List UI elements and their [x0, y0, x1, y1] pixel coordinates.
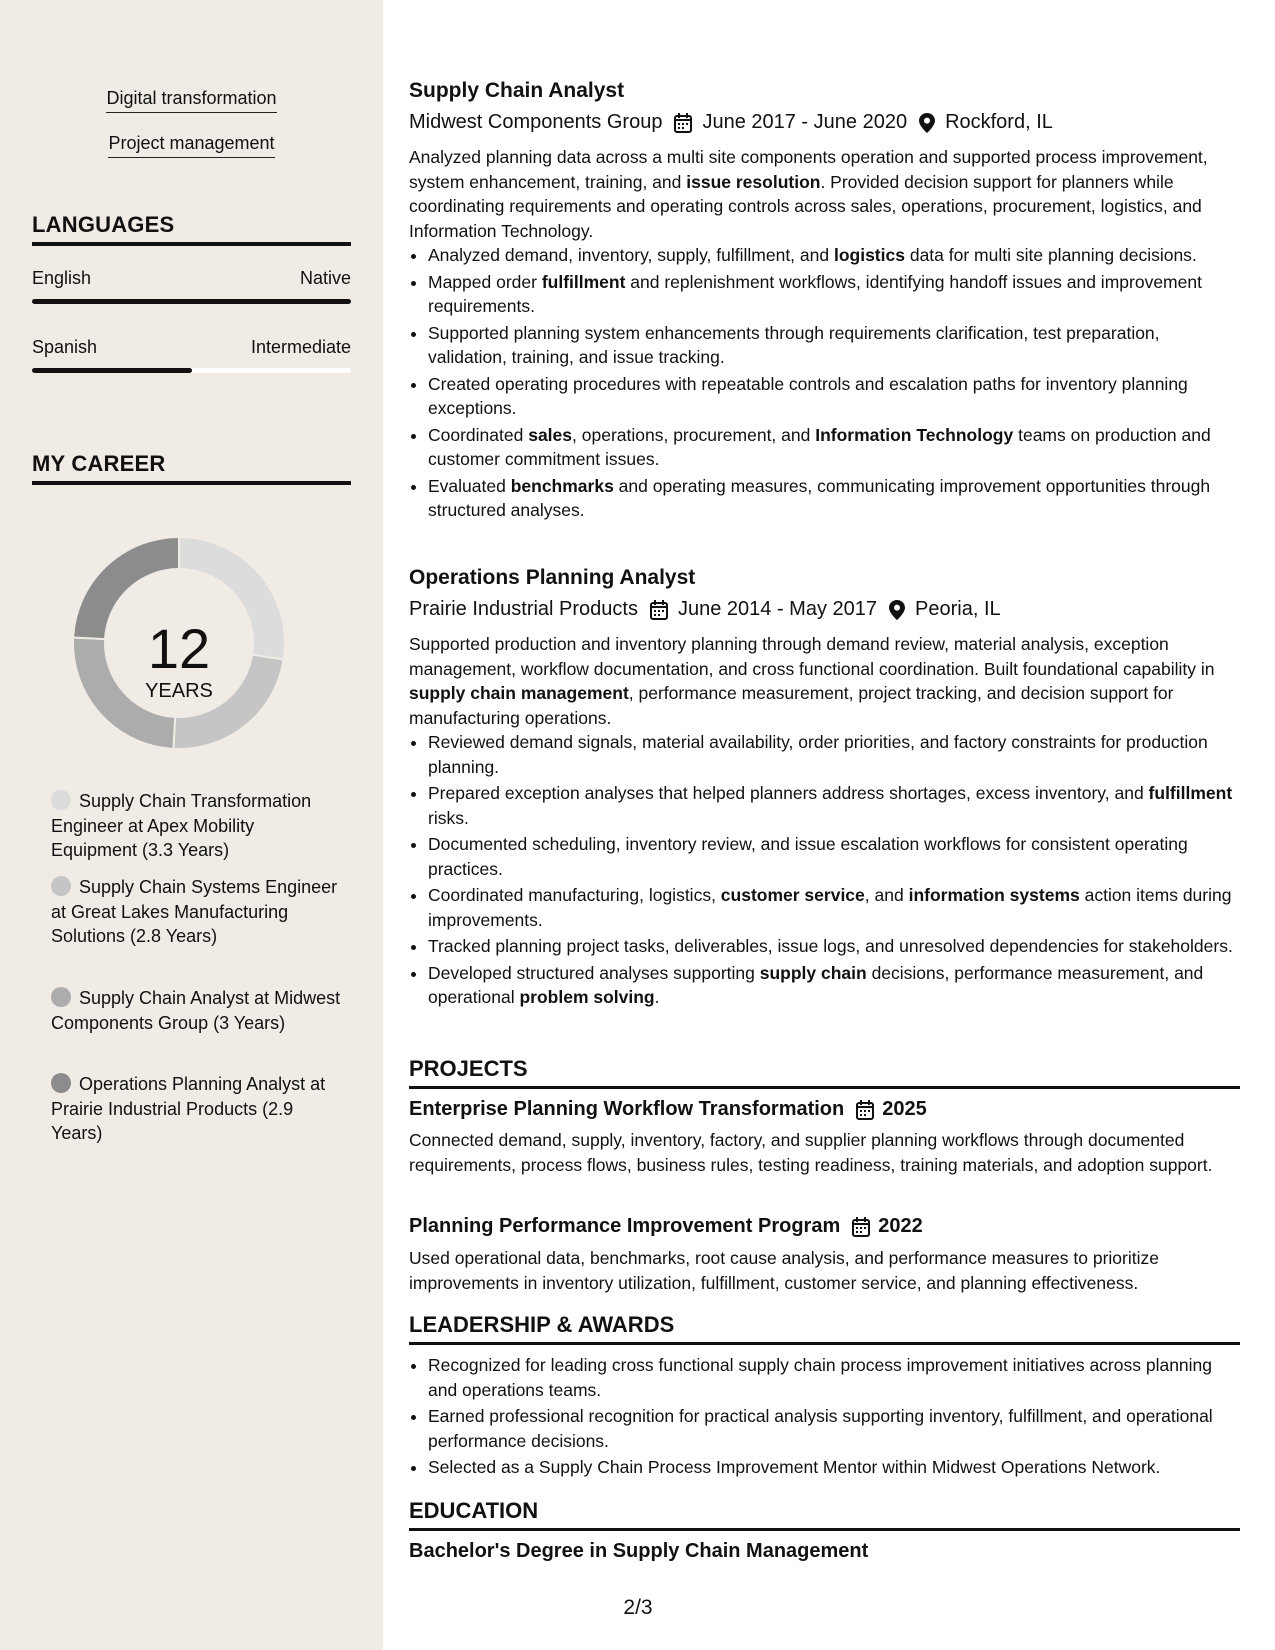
project-description: Connected demand, supply, inventory, factory, and supplier planning workflows through documented requirements, process flows, business rules, testing readiness, training materials, and adoption support.: [409, 1130, 1213, 1175]
education-degree: Bachelor's Degree in Supply Chain Management: [409, 1540, 869, 1562]
language-proficiency-fill: [32, 299, 351, 304]
bullet-item: • Analyzed demand, inventory, supply, fulfillment, and logistics data for multi site planning decisions.: [428, 243, 1233, 268]
page-number: 2/3: [623, 1596, 653, 1619]
languages-heading: LANGUAGES: [32, 212, 351, 246]
language-level: Intermediate: [250, 337, 351, 357]
bullet-item: • Coordinated sales, operations, procurement, and Information Technology teams on production and customer commitment issues.: [428, 423, 1233, 472]
project-year: 2022: [878, 1215, 923, 1237]
donut-unit: YEARS: [145, 680, 213, 702]
language-proficiency-fill: [32, 368, 192, 373]
skill-item: Digital transformation: [0, 88, 383, 113]
language-name: English: [32, 268, 92, 288]
bullet-item: • Documented scheduling, inventory review, and issue escalation workflows for consistent operating practices.: [428, 832, 1233, 881]
bullet-item: • Mapped order fulfillment and replenishment workflows, identifying handoff issues and improvement requirements.: [428, 270, 1233, 319]
job-meta: [409, 598, 1001, 621]
project-title-row: [409, 1215, 923, 1238]
bullet-item: • Coordinated manufacturing, logistics, customer service, and information systems action items during improvements.: [428, 883, 1233, 932]
career-legend-item: Operations Planning Analyst at Prairie Industrial Products (2.9 Years): [51, 1074, 326, 1143]
calendar-icon: [856, 1100, 874, 1120]
job-summary: Analyzed planning data across a multi site components operation and supported process improvement, system enhancement, training, and issue resolution. Provided decision support for planners while coordinating requirements and operating controls across sales, operations, procurement, logistics, and Information Technology.: [409, 147, 1208, 241]
job-title: Operations Planning Analyst: [409, 566, 696, 589]
job-dates: June 2014 - May 2017: [677, 598, 878, 620]
bullet-item: • Prepared exception analyses that helped planners address shortages, excess inventory, and fulfillment risks.: [428, 781, 1233, 830]
bullet-item: • Reviewed demand signals, material availability, order priorities, and factory constraints for production planning.: [428, 730, 1233, 779]
bullet-item: • Selected as a Supply Chain Process Improvement Mentor within Midwest Operations Network.: [428, 1455, 1233, 1480]
project-year: 2025: [882, 1098, 927, 1120]
calendar-icon: [674, 113, 692, 133]
skill-item: Project management: [0, 133, 383, 158]
language-name: Spanish: [32, 337, 98, 357]
leadership-bullets: [409, 1353, 1233, 1482]
sidebar: [0, 0, 383, 1650]
location-pin-icon: [919, 113, 935, 133]
bullet-item: • Recognized for leading cross functional supply chain process improvement initiatives across planning and operations teams.: [428, 1353, 1233, 1402]
calendar-icon: [650, 600, 668, 620]
job-location: Rockford, IL: [945, 111, 1053, 133]
bullet-item: • Tracked planning project tasks, deliverables, issue logs, and unresolved dependencies for stakeholders.: [428, 934, 1233, 959]
project-title: Planning Performance Improvement Program: [409, 1215, 841, 1237]
bullet-item: • Developed structured analyses supporting supply chain decisions, performance measurement, and operational problem solving.: [428, 961, 1233, 1010]
education-heading: EDUCATION: [409, 1498, 1240, 1531]
bullet-item: • Created operating procedures with repeatable controls and escalation paths for inventory planning exceptions.: [428, 372, 1233, 421]
job-bullets: [409, 730, 1233, 1012]
project-description: Used operational data, benchmarks, root cause analysis, and performance measures to prioritize improvements in inventory utilization, fulfillment, customer service, and planning effectiveness.: [409, 1248, 1159, 1293]
leadership-heading: LEADERSHIP & AWARDS: [409, 1312, 1240, 1345]
location-pin-icon: [889, 600, 905, 620]
job-title: Supply Chain Analyst: [409, 79, 625, 102]
career-legend-item: Supply Chain Analyst at Midwest Components Group (3 Years): [51, 988, 341, 1033]
calendar-icon: [852, 1217, 870, 1237]
language-proficiency-bar: [32, 368, 351, 373]
legend-dot: [51, 987, 71, 1007]
projects-heading: PROJECTS: [409, 1056, 1240, 1089]
job-dates: June 2017 - June 2020: [702, 111, 908, 133]
language-level: Native: [299, 268, 351, 288]
bullet-item: • Supported planning system enhancements through requirements clarification, test preparation, validation, training, and issue tracking.: [428, 321, 1233, 370]
job-bullets: [409, 243, 1233, 525]
language-proficiency-bar: [32, 299, 351, 304]
career-legend-item: Supply Chain Systems Engineer at Great Lakes Manufacturing Solutions (2.8 Years): [51, 877, 338, 946]
language-row: [32, 337, 351, 358]
career-legend-item: Supply Chain Transformation Engineer at Apex Mobility Equipment (3.3 Years): [51, 791, 312, 860]
bullet-item: • Earned professional recognition for practical analysis supporting inventory, fulfillment, and operational performance decisions.: [428, 1404, 1233, 1453]
language-row: [32, 268, 351, 289]
legend-dot: [51, 876, 71, 896]
job-summary: Supported production and inventory planning through demand review, material analysis, exception management, workflow documentation, and cross functional coordination. Built foundational capability in supply chain management, performance measurement, project tracking, and decision support for manufacturing operations.: [409, 634, 1215, 728]
job-location: Peoria, IL: [915, 598, 1001, 620]
job-meta: [409, 111, 1053, 134]
career-donut-chart: [66, 530, 292, 756]
legend-dot: [51, 790, 71, 810]
bullet-item: • Evaluated benchmarks and operating measures, communicating improvement opportunities through structured analyses.: [428, 474, 1233, 523]
company-name: Midwest Components Group: [409, 111, 663, 133]
project-title: Enterprise Planning Workflow Transformation: [409, 1098, 845, 1120]
company-name: Prairie Industrial Products: [409, 598, 638, 620]
donut-number: 12: [147, 617, 211, 680]
legend-dot: [51, 1073, 71, 1093]
career-heading: MY CAREER: [32, 451, 351, 485]
project-title-row: [409, 1098, 927, 1121]
